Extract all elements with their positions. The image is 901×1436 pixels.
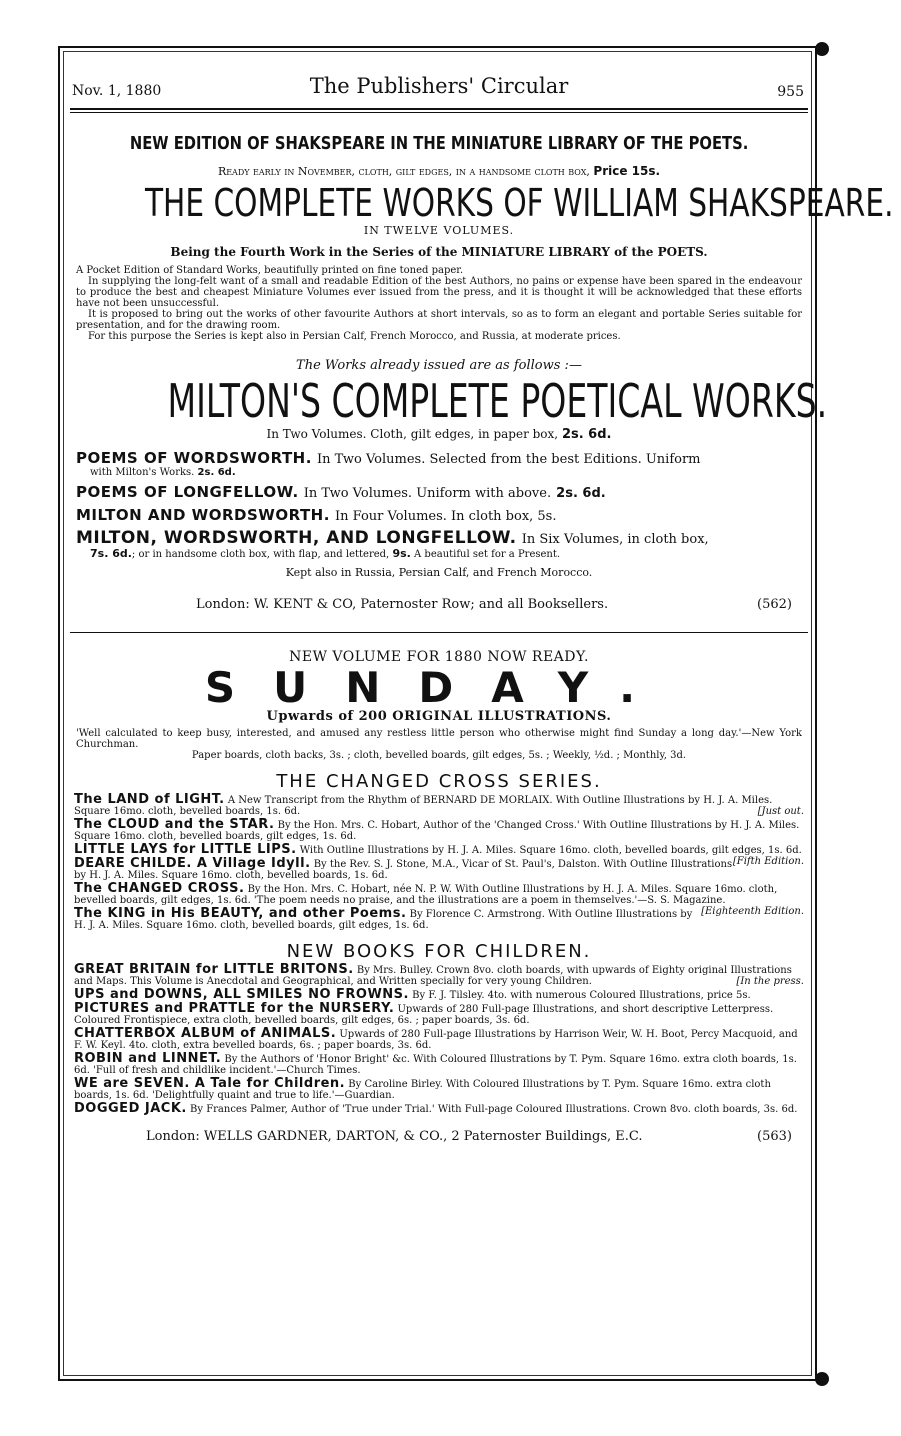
book-entry [62,989,816,1001]
milton-desc-line [62,427,816,442]
item-desc-2: with Milton's Works. 2s. 6d. [90,467,236,478]
corner-ornament-bottom [815,1372,829,1386]
sunday-prices: Paper boards, cloth backs, 3s. ; cloth, bevelled boards, gilt edges, 5s. ; Weekly, ½d. ; Monthly, 3d. [191,750,687,761]
book-description: By the Authors of 'Honor Bright' &c. With Coloured Illustrations by T. Pym. Square 16mo. extra cloth boards, 1s. 6d. 'Full of fresh and childlike incident.'—Church Times. [74,1054,797,1076]
shakspeare-title: THE COMPLETE WORKS OF WILLIAM SHAKSPEARE. [144,181,894,225]
new-volume-line: NEW VOLUME FOR 1880 NOW READY. [289,649,589,665]
book-title: WE are SEVEN. A Tale for Children. [74,1076,346,1091]
item-wordsworth [62,448,816,478]
ready-line [62,164,816,178]
book-note: [Fifth Edition. [732,856,804,867]
ready-text: Ready early in November, cloth, gilt edges, in a handsome cloth box, [217,165,590,178]
changed-cross-list [62,794,816,931]
item-title: MILTON, WORDSWORTH, AND LONGFELLOW. [76,528,517,548]
item-desc: In Six Volumes, in cloth box, [521,532,709,547]
gardner-footer-text: London: WELLS GARDNER, DARTON, & CO., 2 Paternoster Buildings, E.C. [146,1129,643,1144]
book-description: A New Transcript from the Rhythm of BERNARD DE MORLAIX. With Outline Illustrations by H. J. A. Miles. Square 16mo. cloth, bevelled boards, 1s. 6d. [74,795,773,817]
children-heading: NEW BOOKS FOR CHILDREN. [286,941,592,962]
intro-p2: In supplying the long-felt want of a small and readable Edition of the best Authors, no pains or expense have been spared in the endeavour to produce the best and cheapest Miniature Volumes ever issued from the press, and it is thought it will be acknowledged that these efforts have not been unsuccessful. [76,276,802,309]
item-milton-wordsworth [62,505,816,524]
milton-desc: In Two Volumes. Cloth, gilt edges, in paper box, [266,427,559,441]
ad-headline: NEW EDITION OF SHAKSPEARE IN THE MINIATURE LIBRARY OF THE POETS. [129,133,749,154]
book-entry [62,1103,816,1115]
book-description: By Mrs. Bulley. Crown 8vo. cloth boards, with upwards of Eighty original Illustrations and Maps. This Volume is Anecdotal and Geographical, and Written specially for very young Children. [74,965,792,987]
book-note: [In the press. [736,976,804,987]
book-note: [Eighteenth Edition. [701,906,804,917]
book-description: Upwards of 280 Full-page Illustrations, and short descriptive Letterpress. Coloured Frontispiece, extra cloth, bevelled boards, gilt edges, 6s. ; paper boards, 3s. 6d. [74,1004,774,1026]
intro-p4: For this purpose the Series is kept also in Persian Calf, French Morocco, and Russia, at moderate prices. [88,331,621,342]
book-title: GREAT BRITAIN for LITTLE BRITONS. [74,962,354,977]
item-longfellow [62,482,816,501]
item-desc: In Two Volumes. Uniform with above. [303,486,552,501]
upwards-line: Upwards of 200 ORIGINAL ILLUSTRATIONS. [266,709,612,724]
book-entry [62,858,816,881]
book-entry [62,1053,816,1076]
kent-footer-number: (562) [757,597,792,612]
book-title: The CLOUD and the STAR. [74,817,275,832]
gardner-advertisement [62,649,816,1144]
book-entry [62,1003,816,1026]
milton-title: MILTON'S COMPLETE POETICAL WORKS. [167,374,828,428]
sunday-title: SUNDAY. [204,663,674,712]
issue-date: Nov. 1, 1880 [72,83,162,99]
book-title: PICTURES and PRATTLE for the NURSERY. [74,1001,395,1016]
corner-ornament [815,42,829,56]
running-header [62,46,816,104]
book-description: With Outline Illustrations by H. J. A. Miles. Square 16mo. cloth, bevelled boards, gilt edges, 1s. 6d. [299,845,802,856]
book-description: By Florence C. Armstrong. With Outline Illustrations by H. J. A. Miles. Square 16mo. cloth, bevelled boards, gilt edges, 1s. 6d. [74,909,693,931]
book-entry [62,1028,816,1051]
sunday-quote: 'Well calculated to keep busy, interested, and amused any restless little person who otherwise might find Sunday a long day.'—New York Churchman. [76,728,802,750]
children-list [62,964,816,1115]
book-description: By F. J. Tilsley. 4to. with numerous Coloured Illustrations, price 5s. [412,990,751,1001]
book-title: DOGGED JACK. [74,1101,187,1116]
book-title: LITTLE LAYS for LITTLE LIPS. [74,842,297,857]
book-entry [62,819,816,842]
journal-title: The Publishers' Circular [309,74,569,98]
gardner-footer [62,1129,816,1144]
item-price: 2s. 6d. [556,486,606,501]
book-description: By the Rev. S. J. Stone, M.A., Vicar of St. Paul's, Dalston. With Outline Illustrations by H. J. A. Miles. Square 16mo. cloth, bevelled boards, 1s. 6d. [74,859,733,881]
book-title: The KING in His BEAUTY, and other Poems. [74,906,407,921]
book-title: The CHANGED CROSS. [74,881,245,896]
gardner-footer-number: (563) [757,1129,792,1144]
milton-price: 2s. 6d. [561,427,612,442]
item-title: MILTON AND WORDSWORTH. [76,506,330,524]
book-description: By Caroline Birley. With Coloured Illustrations by T. Pym. Square 16mo. extra cloth boards, 1s. 6d. 'Delightfully quaint and true to life.'—Guardian. [74,1079,771,1101]
book-entry [62,1078,816,1101]
book-title: CHATTERBOX ALBUM of ANIMALS. [74,1026,337,1041]
kent-footer [62,597,816,612]
changed-cross-heading: THE CHANGED CROSS SERIES. [276,771,602,792]
being-line: Being the Fourth Work in the Series of the MINIATURE LIBRARY of the POETS. [170,245,708,259]
book-title: The LAND of LIGHT. [74,792,225,807]
item-desc: In Two Volumes. Selected from the best Editions. Uniform [317,452,701,467]
item-desc-2: 7s. 6d.; or in handsome cloth box, with flap, and lettered, 9s. A beautiful set for a Present. [90,547,561,560]
book-description: By the Hon. Mrs. C. Hobart, née N. P. W. With Outline Illustrations by H. J. A. Miles. Square 16mo. cloth, bevelled boards, gilt edges, 1s. 6d. 'The poem needs no praise, and the illustrations are a poem in themselves.'—S. S. Magazine. [74,884,778,906]
ad-separator [70,632,808,633]
issued-line: The Works already issued are as follows :— [296,358,582,373]
kept-line: Kept also in Russia, Persian Calf, and French Morocco. [285,566,593,579]
item-three-poets [62,528,816,560]
item-title: POEMS OF LONGFELLOW. [76,483,299,501]
kent-advertisement [62,133,894,612]
header-rule [70,108,808,110]
item-title: POEMS OF WORDSWORTH. [76,449,312,467]
page-content [62,46,894,1144]
header-rule-thin [70,112,808,113]
volumes-line: IN TWELVE VOLUMES. [363,224,515,237]
page-number: 955 [777,84,804,100]
book-title: UPS and DOWNS, ALL SMILES NO FROWNS. [74,987,409,1002]
book-description: By the Hon. Mrs. C. Hobart, Author of the 'Changed Cross.' With Outline Illustrations by H. J. A. Miles. Square 16mo. cloth, bevelled boards, gilt edges, 1s. 6d. [74,820,800,842]
intro-p1: A Pocket Edition of Standard Works, beautifully printed on fine toned paper. [76,265,464,276]
book-title: ROBIN and LINNET. [74,1051,222,1066]
book-description: Upwards of 280 Full-page Illustrations by Harrison Weir, W. H. Boot, Percy Macquoid, and F. W. Keyl. 4to. cloth, extra bevelled boards, 6s. ; paper boards, 3s. 6d. [74,1029,798,1051]
item-desc: In Four Volumes. In cloth box, 5s. [335,509,557,524]
book-note: [Just out. [757,806,804,817]
ready-price: Price 15s. [593,164,661,178]
intro-p3: It is proposed to bring out the works of other favourite Authors at short intervals, so as to form an elegant and portable Series suitable for presentation, and for the drawing room. [76,309,802,331]
book-title: DEARE CHILDE. A Village Idyll. [74,856,311,871]
book-description: By Frances Palmer, Author of 'True under Trial.' With Full-page Coloured Illustrations. Crown 8vo. cloth boards, 3s. 6d. [190,1104,798,1115]
book-entry [62,794,816,817]
kent-footer-text: London: W. KENT & CO, Paternoster Row; and all Booksellers. [196,597,609,612]
book-entry [62,964,816,987]
